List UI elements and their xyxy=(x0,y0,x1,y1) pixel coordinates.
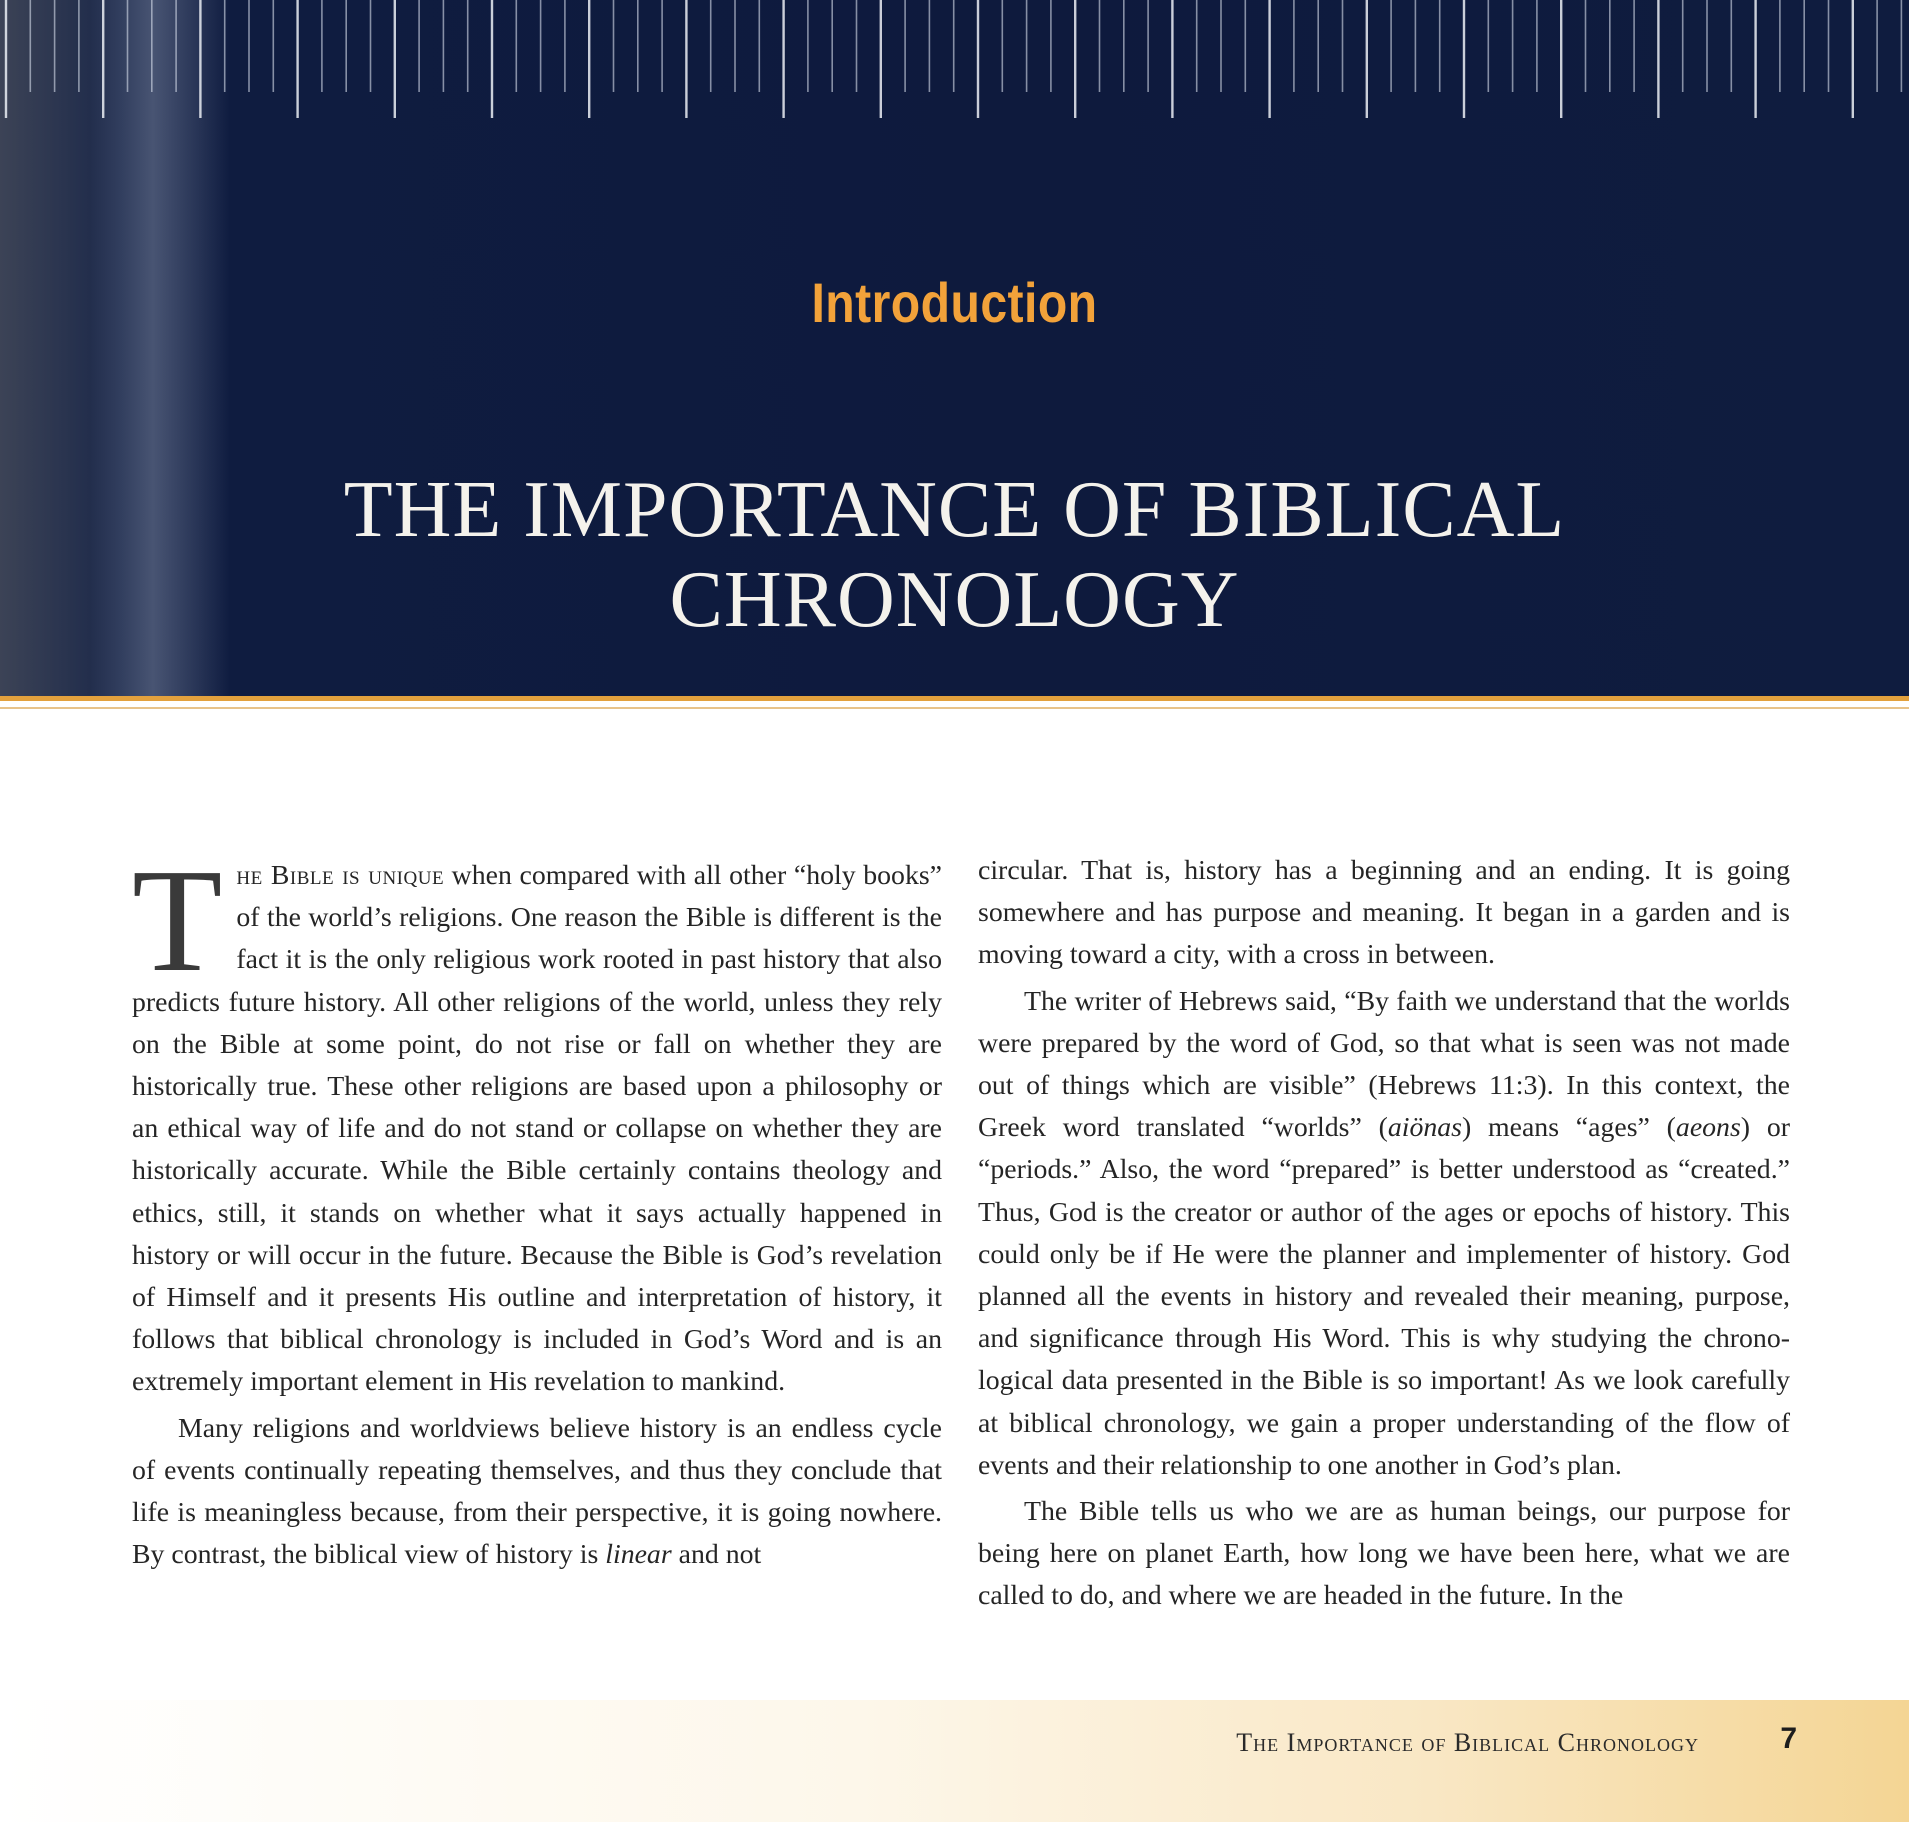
text-column-left xyxy=(132,839,943,1576)
paragraph-text: and not xyxy=(671,1539,762,1571)
gold-divider-rule xyxy=(0,696,1909,701)
paragraph: circular. That is, history has a beginning and an ending. It is going somewhere and has purpose and meaning. It began in a garden and is moving toward a city, with a cross in between. xyxy=(978,855,1790,971)
paragraph-text: Many religions and worldviews believe history is an endless cycle of events continually repeating themselves, and thus they conclude that life is meaningless because, from their perspective, it is going nowhere. By contrast, the biblical view of history is xyxy=(132,1412,942,1571)
paragraph-text: ) or “periods.” Also, the word “prepared” is better understood as “created.” Thus, God is the creator or author of the ages or epochs of history. This could only be if He were the planner and implementer of history. God planned all the events in history and revealed their meaning, purpose, and significance through His Word. This is why studying the chronological data presented in the Bible is so important! As we look carefully at biblical chronology, we gain a proper understanding of the flow of events and their relationship to one another in God’s plan. xyxy=(978,1112,1790,1481)
paragraph xyxy=(132,1408,942,1577)
section-kicker: Introduction xyxy=(811,271,1098,334)
chapter-title xyxy=(0,465,1909,645)
footer-band xyxy=(0,1700,1909,1822)
paragraph-text: ) means “ages” ( xyxy=(1461,1112,1676,1144)
page-number: 7 xyxy=(1780,1722,1797,1755)
paragraph-text: when compared with all other “holy books” of the world’s religions. One reason the Bible is different is the fact it is the only religious work rooted in past history that also predicts future history. All other religions of the world, unless they rely on the Bible at some point, do not rise or fall on whether they are historically true. These other religions are based upon a philosophy or an ethical way of life and do not stand or collapse on whether they are historically accurate. While the Bible certainly contains theology and ethics, still, it stands on whether what it says actually happened in history or will occur in the future. Because the Bible is God’s revelation of Himself and it presents His outline and interpretation of history, it follows that biblical chronology is included in God’s Word and is an extremely important element in His revelation to mankind. xyxy=(132,860,943,1398)
header-banner xyxy=(0,0,1909,700)
running-footer-title: The Importance of Biblical Chronology xyxy=(1236,1728,1699,1757)
paragraph: The Bible tells us who we are as human beings, our purpose for being here on planet Earth, how long we have been here, what we are called to do, and where we are headed in the future. In the xyxy=(978,1496,1790,1612)
lead-in-small-caps: he Bible is unique xyxy=(236,860,445,891)
drop-cap: T xyxy=(132,839,223,1003)
ruler-tick-marks xyxy=(0,0,1909,130)
paragraph-text: The writer of Hebrews said, “By faith we understand that the worlds were prepared by the word of God, so that what is seen was not made out of things which are visible” (Hebrews 11:3). In this context, the Greek word translated “worlds” ( xyxy=(978,985,1790,1144)
gold-divider-rule-thin xyxy=(0,707,1909,709)
chapter-title-line-1: THE IMPORTANCE OF BIBLICAL xyxy=(343,466,1566,554)
emphasis-text: aeons xyxy=(1675,1112,1741,1144)
emphasis-text: linear xyxy=(605,1539,672,1571)
paragraph xyxy=(978,981,1790,1487)
paragraph xyxy=(132,839,943,1404)
emphasis-text: aiönas xyxy=(1387,1112,1462,1144)
text-column-right xyxy=(978,850,1790,1618)
chapter-title-line-2: CHRONOLOGY xyxy=(669,556,1240,644)
